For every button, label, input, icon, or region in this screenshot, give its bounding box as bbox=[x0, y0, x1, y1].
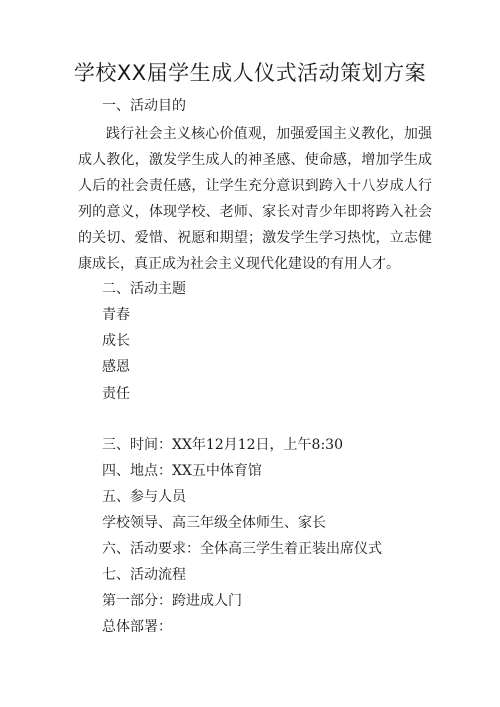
part-one-heading: 第一部分：跨进成人门 bbox=[102, 593, 242, 609]
participants-heading: 五、参与人员 bbox=[102, 489, 186, 505]
place-line: 四、地点：XX五中体育馆 bbox=[102, 463, 262, 479]
overall-deployment-label: 总体部署： bbox=[102, 619, 172, 635]
document-title: 学校XX届学生成人仪式活动策划方案 bbox=[73, 61, 427, 85]
theme-item-youth: 青春 bbox=[102, 307, 130, 323]
theme-item-growth: 成长 bbox=[102, 333, 130, 349]
theme-item-responsibility: 责任 bbox=[102, 386, 130, 402]
time-line: 三、时间：XX年12月12日，上午8:30 bbox=[102, 437, 344, 453]
purpose-paragraph: 践行社会主义核心价值观，加强爱国主义教化，加强成人教化，激发学生成人的神圣感、使命感，增加学生成人后的社会责任感，让学生充分意识到跨入十八岁成人行列的意义，体现学校、老师、家长对青少年即将跨入社会的关切、爱惜、祝愿和期望；激发学生学习热忱，立志健康成长，真正成为社会主义现代化建设的有用人才。 bbox=[78, 126, 432, 272]
participants-text: 学校领导、高三年级全体师生、家长 bbox=[102, 515, 326, 531]
purpose-heading: 一、活动目的 bbox=[102, 98, 186, 114]
process-heading: 七、活动流程 bbox=[102, 567, 186, 583]
requirements-line: 六、活动要求：全体高三学生着正装出席仪式 bbox=[102, 541, 382, 557]
theme-heading: 二、活动主题 bbox=[102, 281, 186, 297]
theme-item-gratitude: 感恩 bbox=[102, 359, 130, 375]
